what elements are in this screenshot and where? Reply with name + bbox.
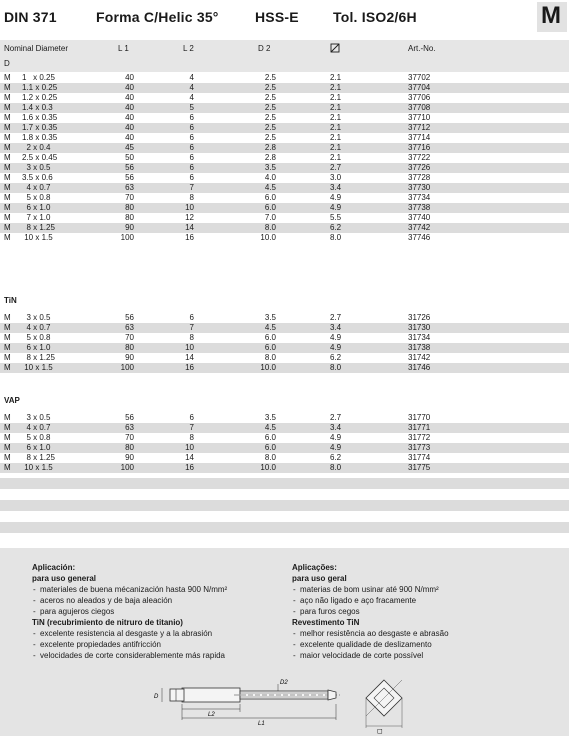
cell-l2: 10 bbox=[185, 343, 194, 352]
cell-m: M bbox=[4, 173, 11, 182]
cell-l1: 40 bbox=[125, 103, 134, 112]
table-row bbox=[0, 193, 569, 203]
dim-d2-label: D2 bbox=[280, 680, 288, 686]
cell-d2: 2.5 bbox=[264, 123, 276, 132]
cell-diameter: 8 x 1.25 bbox=[22, 223, 55, 232]
table-row bbox=[0, 343, 569, 353]
col-nominal-diameter: Nominal Diameter bbox=[4, 44, 69, 53]
col-l2: L 2 bbox=[183, 44, 194, 53]
info-spanish bbox=[32, 562, 227, 661]
info-es-sub1: para uso general bbox=[32, 574, 97, 583]
info-es-item: - velocidades de corte considerablemente más rapida bbox=[32, 650, 227, 661]
cell-art-no: 31772 bbox=[408, 433, 431, 442]
cell-art-no: 37728 bbox=[408, 173, 431, 182]
section-title: TiN bbox=[4, 296, 17, 305]
cell-l1: 50 bbox=[125, 153, 134, 162]
cell-square: 5.5 bbox=[330, 213, 342, 222]
cell-square: 4.9 bbox=[330, 433, 342, 442]
cell-d2: 10.0 bbox=[260, 363, 276, 372]
cell-diameter: 4 x 0.7 bbox=[22, 183, 51, 192]
cell-m: M bbox=[4, 343, 11, 352]
cell-d2: 4.5 bbox=[264, 183, 276, 192]
cell-art-no: 31775 bbox=[408, 463, 431, 472]
cell-d2: 8.0 bbox=[264, 353, 276, 362]
cell-l2: 6 bbox=[189, 153, 194, 162]
info-es-item: - materiales de buena mécanización hasta 900 N/mm² bbox=[32, 584, 227, 595]
cell-art-no: 31770 bbox=[408, 413, 431, 422]
cell-l1: 70 bbox=[125, 333, 134, 342]
cell-diameter: 3 x 0.5 bbox=[22, 313, 51, 322]
cell-l1: 90 bbox=[125, 453, 134, 462]
cell-art-no: 31726 bbox=[408, 313, 431, 322]
cell-l2: 14 bbox=[185, 453, 194, 462]
col-d2: D 2 bbox=[258, 44, 271, 53]
cell-art-no: 31730 bbox=[408, 323, 431, 332]
cell-m: M bbox=[4, 413, 11, 422]
cell-square: 4.9 bbox=[330, 333, 342, 342]
cell-square: 4.9 bbox=[330, 443, 342, 452]
cell-square: 2.1 bbox=[330, 93, 342, 102]
cell-square: 6.2 bbox=[330, 353, 342, 362]
cell-l2: 4 bbox=[189, 83, 194, 92]
dim-l1-label: L1 bbox=[258, 721, 265, 727]
cell-diameter: 1 x 0.25 bbox=[22, 73, 55, 82]
cell-art-no: 37714 bbox=[408, 133, 431, 142]
col-art-no: Art.-No. bbox=[408, 44, 436, 53]
cell-d2: 10.0 bbox=[260, 463, 276, 472]
cell-m: M bbox=[4, 423, 11, 432]
cell-art-no: 31773 bbox=[408, 443, 431, 452]
cell-m: M bbox=[4, 433, 11, 442]
table-row bbox=[0, 233, 569, 243]
cell-d2: 4.0 bbox=[264, 173, 276, 182]
cell-square: 4.9 bbox=[330, 193, 342, 202]
empty-row-bar bbox=[0, 500, 569, 511]
cell-art-no: 37734 bbox=[408, 193, 431, 202]
cell-d2: 3.5 bbox=[264, 163, 276, 172]
cell-l1: 63 bbox=[125, 423, 134, 432]
form-type: Forma C/Helic 35° bbox=[96, 9, 219, 25]
cell-d2: 6.0 bbox=[264, 203, 276, 212]
cell-l2: 5 bbox=[189, 103, 194, 112]
cell-d2: 8.0 bbox=[264, 223, 276, 232]
cell-art-no: 31771 bbox=[408, 423, 431, 432]
cell-m: M bbox=[4, 443, 11, 452]
cell-m: M bbox=[4, 463, 11, 472]
table-row bbox=[0, 223, 569, 233]
cell-m: M bbox=[4, 453, 11, 462]
cell-m: M bbox=[4, 163, 11, 172]
cell-diameter: 4 x 0.7 bbox=[22, 423, 51, 432]
cell-square: 8.0 bbox=[330, 463, 342, 472]
table-row bbox=[0, 113, 569, 123]
table-row bbox=[0, 323, 569, 333]
cell-l1: 80 bbox=[125, 203, 134, 212]
cell-m: M bbox=[4, 333, 11, 342]
cell-square: 2.7 bbox=[330, 413, 342, 422]
table-row bbox=[0, 93, 569, 103]
table-row bbox=[0, 333, 569, 343]
cell-square: 2.1 bbox=[330, 123, 342, 132]
cell-art-no: 37702 bbox=[408, 73, 431, 82]
square-shank-icon bbox=[330, 43, 340, 55]
cell-diameter: 3.5 x 0.6 bbox=[22, 173, 53, 182]
cell-diameter: 6 x 1.0 bbox=[22, 443, 51, 452]
cell-diameter: 1.1 x 0.25 bbox=[22, 83, 58, 92]
cell-art-no: 37708 bbox=[408, 103, 431, 112]
info-pt-item: - materias de bom usinar até 900 N/mm² bbox=[292, 584, 449, 595]
cell-diameter: 5 x 0.8 bbox=[22, 433, 51, 442]
cell-l1: 100 bbox=[120, 363, 134, 372]
cell-diameter: 5 x 0.8 bbox=[22, 193, 51, 202]
cell-diameter: 2.5 x 0.45 bbox=[22, 153, 58, 162]
cell-l2: 6 bbox=[189, 143, 194, 152]
cell-square: 3.4 bbox=[330, 323, 342, 332]
cell-l1: 40 bbox=[125, 113, 134, 122]
cell-square: 2.1 bbox=[330, 103, 342, 112]
cell-square: 4.9 bbox=[330, 203, 342, 212]
table-row bbox=[0, 123, 569, 133]
table-row bbox=[0, 313, 569, 323]
cell-diameter: 1.2 x 0.25 bbox=[22, 93, 58, 102]
square-section-icon bbox=[366, 680, 402, 728]
info-pt-item: - melhor resistência ao desgaste e abrasão bbox=[292, 628, 449, 639]
cell-l2: 6 bbox=[189, 173, 194, 182]
info-es-item: - excelente propiedades antifricción bbox=[32, 639, 227, 650]
table-row bbox=[0, 413, 569, 423]
cell-d2: 6.0 bbox=[264, 443, 276, 452]
cell-d2: 7.0 bbox=[264, 213, 276, 222]
cell-m: M bbox=[4, 193, 11, 202]
cell-l2: 6 bbox=[189, 123, 194, 132]
cell-diameter: 1.7 x 0.35 bbox=[22, 123, 58, 132]
cell-l1: 45 bbox=[125, 143, 134, 152]
cell-diameter: 8 x 1.25 bbox=[22, 453, 55, 462]
cell-m: M bbox=[4, 123, 11, 132]
cell-diameter: 1.6 x 0.35 bbox=[22, 113, 58, 122]
cell-diameter: 4 x 0.7 bbox=[22, 323, 51, 332]
info-pt-item: - excelente qualidade de deslizamento bbox=[292, 639, 449, 650]
cell-diameter: 1.8 x 0.35 bbox=[22, 133, 58, 142]
cell-l1: 80 bbox=[125, 443, 134, 452]
cell-art-no: 37704 bbox=[408, 83, 431, 92]
cell-square: 6.2 bbox=[330, 223, 342, 232]
cell-m: M bbox=[4, 103, 11, 112]
cell-diameter: 1.4 x 0.3 bbox=[22, 103, 53, 112]
info-portuguese bbox=[292, 562, 449, 661]
cell-diameter: 10 x 1.5 bbox=[22, 363, 53, 372]
cell-m: M bbox=[4, 143, 11, 152]
cell-m: M bbox=[4, 313, 11, 322]
cell-diameter: 3 x 0.5 bbox=[22, 413, 51, 422]
col-nominal-sub: D bbox=[4, 59, 10, 68]
cell-l1: 90 bbox=[125, 353, 134, 362]
cell-d2: 3.5 bbox=[264, 313, 276, 322]
cell-m: M bbox=[4, 83, 11, 92]
table-row bbox=[0, 183, 569, 193]
cell-art-no: 31774 bbox=[408, 453, 431, 462]
material-label: HSS-E bbox=[255, 9, 299, 25]
info-pt-item: - para furos cegos bbox=[292, 606, 449, 617]
cell-m: M bbox=[4, 203, 11, 212]
section-letter-box bbox=[537, 2, 567, 32]
cell-d2: 2.5 bbox=[264, 83, 276, 92]
table-row bbox=[0, 133, 569, 143]
cell-l2: 10 bbox=[185, 203, 194, 212]
cell-m: M bbox=[4, 133, 11, 142]
empty-row-bar bbox=[0, 478, 569, 489]
cell-l2: 4 bbox=[189, 93, 194, 102]
cell-art-no: 37716 bbox=[408, 143, 431, 152]
cell-diameter: 6 x 1.0 bbox=[22, 203, 51, 212]
cell-art-no: 37712 bbox=[408, 123, 431, 132]
table-row bbox=[0, 163, 569, 173]
cell-art-no: 37746 bbox=[408, 233, 431, 242]
tolerance-label: Tol. ISO2/6H bbox=[333, 9, 417, 25]
cell-square: 6.2 bbox=[330, 453, 342, 462]
cell-d2: 4.5 bbox=[264, 423, 276, 432]
cell-m: M bbox=[4, 233, 11, 242]
cell-diameter: 10 x 1.5 bbox=[22, 233, 53, 242]
cell-l1: 40 bbox=[125, 123, 134, 132]
cell-l1: 100 bbox=[120, 463, 134, 472]
section-title: VAP bbox=[4, 396, 20, 405]
cell-l2: 6 bbox=[189, 163, 194, 172]
cell-l2: 6 bbox=[189, 133, 194, 142]
cell-l1: 90 bbox=[125, 223, 134, 232]
cell-d2: 6.0 bbox=[264, 343, 276, 352]
cell-d2: 2.5 bbox=[264, 103, 276, 112]
cell-l1: 40 bbox=[125, 133, 134, 142]
cell-art-no: 31738 bbox=[408, 343, 431, 352]
info-es-sub2: TiN (recubrimiento de nitruro de titanio) bbox=[32, 618, 183, 627]
cell-m: M bbox=[4, 73, 11, 82]
cell-l2: 4 bbox=[189, 73, 194, 82]
cell-d2: 2.5 bbox=[264, 133, 276, 142]
table-row bbox=[0, 83, 569, 93]
cell-l1: 63 bbox=[125, 183, 134, 192]
info-es-item: - aceros no aleados y de baja aleación bbox=[32, 595, 227, 606]
cell-l2: 6 bbox=[189, 413, 194, 422]
cell-square: 2.1 bbox=[330, 133, 342, 142]
cell-l1: 80 bbox=[125, 213, 134, 222]
dim-d-label: D bbox=[154, 694, 159, 700]
cell-d2: 6.0 bbox=[264, 333, 276, 342]
cell-l2: 8 bbox=[189, 193, 194, 202]
empty-row-bar bbox=[0, 522, 569, 533]
cell-l2: 8 bbox=[189, 333, 194, 342]
cell-l2: 6 bbox=[189, 313, 194, 322]
cell-d2: 2.8 bbox=[264, 143, 276, 152]
cell-diameter: 5 x 0.8 bbox=[22, 333, 51, 342]
cell-square: 2.1 bbox=[330, 113, 342, 122]
table-row bbox=[0, 153, 569, 163]
cell-l1: 70 bbox=[125, 193, 134, 202]
table-row bbox=[0, 143, 569, 153]
cell-l1: 56 bbox=[125, 163, 134, 172]
info-es-item: - excelente resistencia al desgaste y a la abrasión bbox=[32, 628, 227, 639]
cell-art-no: 37726 bbox=[408, 163, 431, 172]
cell-d2: 2.5 bbox=[264, 93, 276, 102]
dim-l2-label: L2 bbox=[208, 712, 215, 718]
cell-d2: 6.0 bbox=[264, 433, 276, 442]
cell-l1: 40 bbox=[125, 73, 134, 82]
table-row bbox=[0, 203, 569, 213]
cell-art-no: 31734 bbox=[408, 333, 431, 342]
cell-l2: 7 bbox=[189, 323, 194, 332]
cell-art-no: 37706 bbox=[408, 93, 431, 102]
cell-l1: 63 bbox=[125, 323, 134, 332]
info-pt-title: Aplicações: bbox=[292, 563, 337, 572]
info-pt-sub2: Revestimento TiN bbox=[292, 618, 360, 627]
cell-diameter: 2 x 0.4 bbox=[22, 143, 51, 152]
column-header bbox=[0, 40, 569, 72]
cell-m: M bbox=[4, 353, 11, 362]
cell-l2: 16 bbox=[185, 233, 194, 242]
cell-d2: 6.0 bbox=[264, 193, 276, 202]
cell-l2: 12 bbox=[185, 213, 194, 222]
col-l1: L 1 bbox=[118, 44, 129, 53]
cell-square: 2.7 bbox=[330, 313, 342, 322]
cell-diameter: 6 x 1.0 bbox=[22, 343, 51, 352]
cell-m: M bbox=[4, 93, 11, 102]
cell-diameter: 8 x 1.25 bbox=[22, 353, 55, 362]
cell-art-no: 37738 bbox=[408, 203, 431, 212]
dim-square-label: ◻ bbox=[377, 727, 383, 734]
cell-square: 2.1 bbox=[330, 143, 342, 152]
din-standard: DIN 371 bbox=[4, 9, 57, 25]
cell-l2: 7 bbox=[189, 423, 194, 432]
tap-drawing bbox=[140, 676, 440, 734]
cell-l1: 100 bbox=[120, 233, 134, 242]
table-row bbox=[0, 463, 569, 473]
cell-l2: 6 bbox=[189, 113, 194, 122]
table-row bbox=[0, 213, 569, 223]
cell-square: 8.0 bbox=[330, 363, 342, 372]
cell-diameter: 10 x 1.5 bbox=[22, 463, 53, 472]
info-pt-item: - aço não ligado e aço fracamente bbox=[292, 595, 449, 606]
cell-art-no: 37730 bbox=[408, 183, 431, 192]
cell-art-no: 37722 bbox=[408, 153, 431, 162]
cell-l1: 40 bbox=[125, 83, 134, 92]
table-row bbox=[0, 453, 569, 463]
table-row bbox=[0, 363, 569, 373]
catalog-header bbox=[0, 0, 569, 36]
info-es-title: Aplicación: bbox=[32, 563, 76, 572]
info-pt-item: - maior velocidade de corte possível bbox=[292, 650, 449, 661]
cell-d2: 4.5 bbox=[264, 323, 276, 332]
cell-square: 2.1 bbox=[330, 83, 342, 92]
cell-art-no: 37740 bbox=[408, 213, 431, 222]
table-row bbox=[0, 443, 569, 453]
cell-l1: 56 bbox=[125, 313, 134, 322]
cell-l2: 14 bbox=[185, 353, 194, 362]
cell-d2: 2.5 bbox=[264, 73, 276, 82]
cell-d2: 3.5 bbox=[264, 413, 276, 422]
section-letter: M bbox=[541, 2, 562, 29]
cell-art-no: 31746 bbox=[408, 363, 431, 372]
cell-square: 3.4 bbox=[330, 423, 342, 432]
cell-m: M bbox=[4, 223, 11, 232]
application-info bbox=[0, 548, 569, 736]
cell-art-no: 37742 bbox=[408, 223, 431, 232]
cell-square: 3.4 bbox=[330, 183, 342, 192]
cell-art-no: 37710 bbox=[408, 113, 431, 122]
cell-diameter: 3 x 0.5 bbox=[22, 163, 51, 172]
cell-m: M bbox=[4, 323, 11, 332]
table-row bbox=[0, 423, 569, 433]
table-row bbox=[0, 103, 569, 113]
cell-d2: 2.5 bbox=[264, 113, 276, 122]
table-row bbox=[0, 353, 569, 363]
cell-square: 2.7 bbox=[330, 163, 342, 172]
cell-square: 3.0 bbox=[330, 173, 342, 182]
cell-l1: 40 bbox=[125, 93, 134, 102]
cell-square: 8.0 bbox=[330, 233, 342, 242]
cell-m: M bbox=[4, 183, 11, 192]
cell-l2: 7 bbox=[189, 183, 194, 192]
info-es-item: - para agujeros ciegos bbox=[32, 606, 227, 617]
cell-l2: 14 bbox=[185, 223, 194, 232]
cell-l2: 16 bbox=[185, 463, 194, 472]
cell-art-no: 31742 bbox=[408, 353, 431, 362]
table-row bbox=[0, 433, 569, 443]
cell-m: M bbox=[4, 363, 11, 372]
cell-l1: 56 bbox=[125, 173, 134, 182]
cell-l1: 70 bbox=[125, 433, 134, 442]
cell-diameter: 7 x 1.0 bbox=[22, 213, 51, 222]
cell-l2: 16 bbox=[185, 363, 194, 372]
cell-l1: 80 bbox=[125, 343, 134, 352]
cell-l2: 10 bbox=[185, 443, 194, 452]
table-row bbox=[0, 73, 569, 83]
cell-m: M bbox=[4, 153, 11, 162]
info-pt-sub1: para uso geral bbox=[292, 574, 347, 583]
cell-square: 4.9 bbox=[330, 343, 342, 352]
cell-d2: 10.0 bbox=[260, 233, 276, 242]
cell-d2: 8.0 bbox=[264, 453, 276, 462]
cell-d2: 2.8 bbox=[264, 153, 276, 162]
cell-m: M bbox=[4, 113, 11, 122]
table-row bbox=[0, 173, 569, 183]
cell-l1: 56 bbox=[125, 413, 134, 422]
cell-square: 2.1 bbox=[330, 73, 342, 82]
cell-square: 2.1 bbox=[330, 153, 342, 162]
cell-l2: 8 bbox=[189, 433, 194, 442]
cell-m: M bbox=[4, 213, 11, 222]
